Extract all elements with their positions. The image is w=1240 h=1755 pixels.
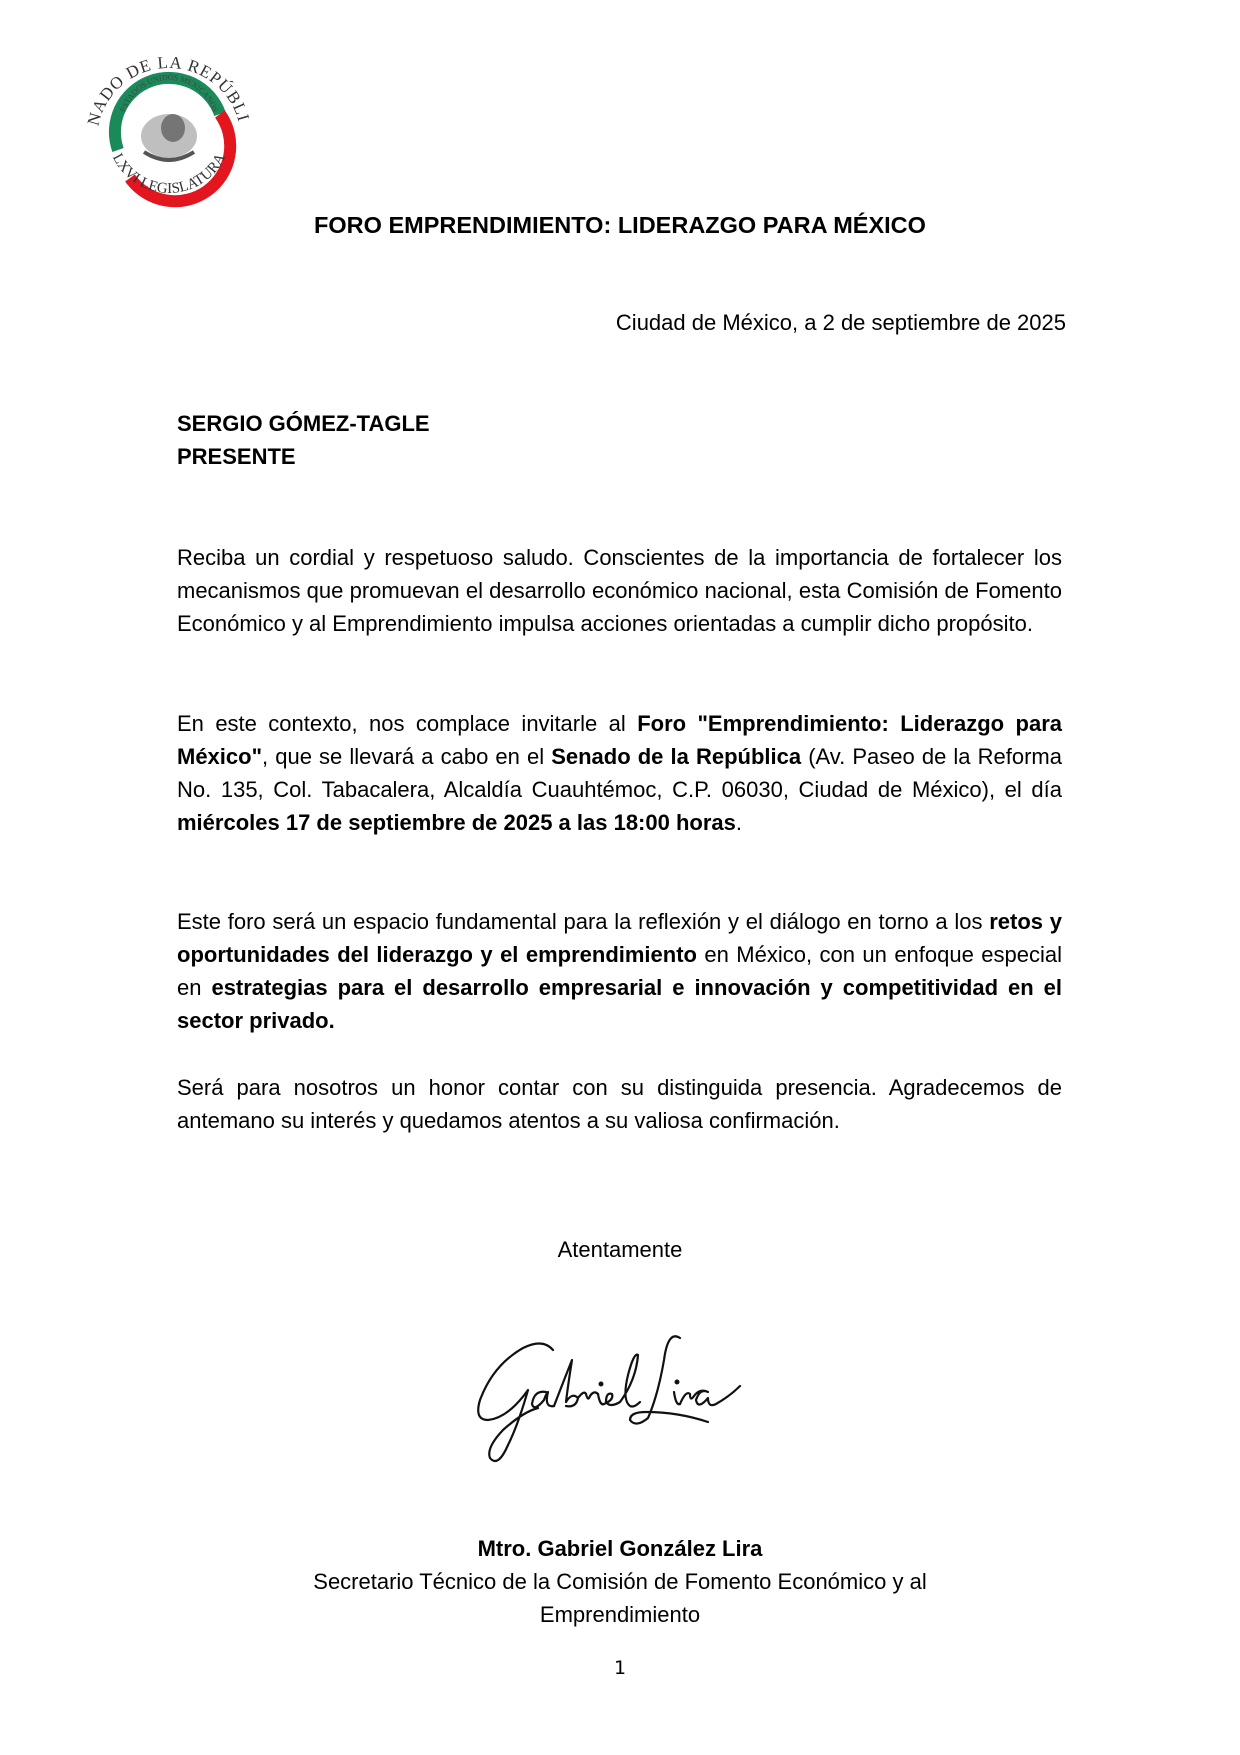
p3-text-1: Este foro será un espacio fundamental para la reflexión y el diálogo en torno a los xyxy=(177,909,990,934)
recipient-block xyxy=(177,407,430,473)
signature-block xyxy=(0,1532,1240,1631)
body-paragraph-2 xyxy=(177,707,1062,839)
closing-text: Atentamente xyxy=(557,1237,683,1262)
signatory-name: Mtro. Gabriel González Lira xyxy=(477,1536,763,1561)
p3-text-2: en México, con un enfoque especial en xyxy=(177,942,1062,1000)
body-paragraph-4: Será para nosotros un honor contar con su distinguida presencia. Agradecemos de antemano su interés y quedamos atentos a su valiosa confirmación. xyxy=(177,1075,1062,1133)
recipient-salutation: PRESENTE xyxy=(177,444,296,469)
p2-text-2: , que se llevará a cabo en el xyxy=(262,744,552,769)
event-datetime: miércoles 17 de septiembre de 2025 a las 18:00 horas xyxy=(177,810,736,835)
logo-inner-text: ESTADOS UNIDOS MEXICANOS xyxy=(118,72,220,114)
signature-icon xyxy=(468,1330,778,1470)
document-title: FORO EMPRENDIMIENTO: LIDERAZGO PARA MÉXICO xyxy=(314,212,926,238)
senado-seal-logo xyxy=(78,30,260,216)
handwritten-signature xyxy=(468,1330,778,1470)
p2-text-4: . xyxy=(735,810,742,835)
p3-text-3: . xyxy=(328,1008,335,1033)
senado-seal-icon xyxy=(78,30,260,216)
body-paragraph-3 xyxy=(177,905,1062,1037)
page-number: 1 xyxy=(613,1657,627,1679)
event-name: Foro "Emprendimiento: Liderazgo para México" xyxy=(177,711,1062,769)
signatory-position-line-2: Emprendimiento xyxy=(539,1602,701,1627)
recipient-name: SERGIO GÓMEZ-TAGLE xyxy=(177,411,430,436)
p3-bold-1: retos y oportunidades del liderazgo y el emprendimiento xyxy=(177,909,1062,967)
p2-text-1: En este contexto, nos complace invitarle al xyxy=(177,711,638,736)
logo-top-text: NADO DE LA REPÚBLI xyxy=(83,52,254,128)
logo-bottom-text: LXVI LEGISLATURA xyxy=(108,150,230,198)
p3-bold-2: estrategias para el desarrollo empresarial e innovación y competitividad en el sector privado xyxy=(177,975,1062,1033)
venue-name: Senado de la República xyxy=(551,744,802,769)
date-line: Ciudad de México, a 2 de septiembre de 2025 xyxy=(615,310,1066,335)
signatory-position-line-1: Secretario Técnico de la Comisión de Fomento Económico y al xyxy=(313,1569,927,1594)
p2-text-3: (Av. Paseo de la Reforma No. 135, Col. Tabacalera, Alcaldía Cuauhtémoc, C.P. 06030, Ciudad de México), el día xyxy=(177,744,1062,802)
body-paragraph-1: Reciba un cordial y respetuoso saludo. Conscientes de la importancia de fortalecer los mecanismos que promuevan el desarrollo económico nacional, esta Comisión de Fomento Económico y al Emprendimiento impulsa acciones orientadas a cumplir dicho propósito. xyxy=(177,545,1062,636)
eagle-emblem-icon xyxy=(141,114,197,160)
